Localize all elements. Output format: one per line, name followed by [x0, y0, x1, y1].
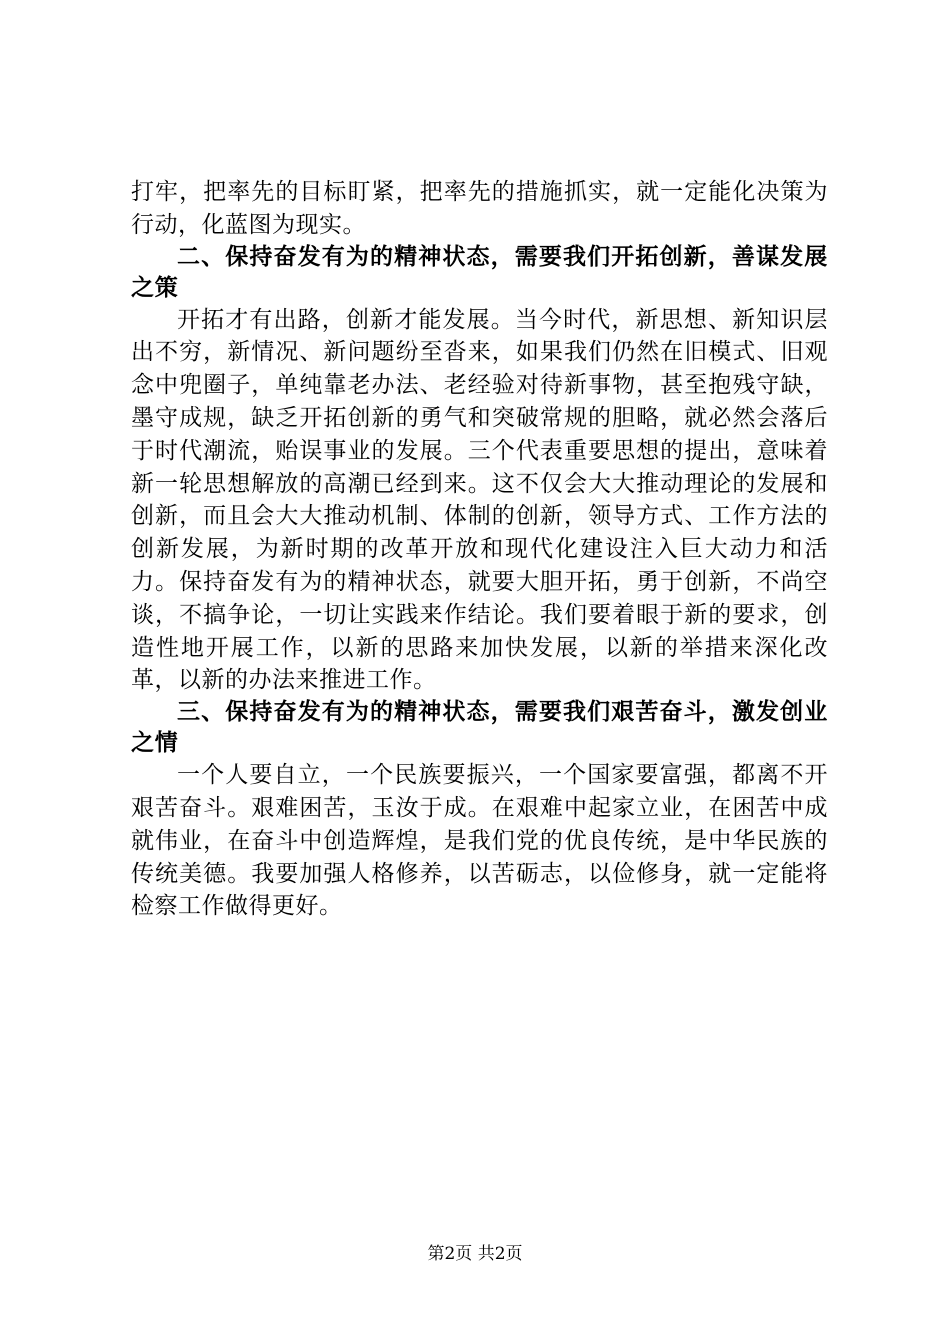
section-heading-3: 三、保持奋发有为的精神状态，需要我们艰苦奋斗，激发创业之情: [131, 699, 828, 757]
section-heading-2: 二、保持奋发有为的精神状态，需要我们开拓创新，善谋发展之策: [131, 243, 828, 301]
paragraph-continuation: 打牢，把率先的目标盯紧，把率先的措施抓实，就一定能化决策为行动，化蓝图为现实。: [131, 179, 828, 238]
document-body: [131, 176, 828, 923]
paragraph-section-2: 开拓才有出路，创新才能发展。当今时代，新思想、新知识层出不穷，新情况、新问题纷至沓来，如果我们仍然在旧模式、旧观念中兜圈子，单纯靠老办法、老经验对待新事物，甚至抱残守缺，墨守成规，缺乏开拓创新的勇气和突破常规的胆略，就必然会落后于时代潮流，贻误事业的发展。三个代表重要思想的提出，意味着新一轮思想解放的高潮已经到来。这不仅会大大推动理论的发展和创新，而且会大大推动机制、体制的创新，领导方式、工作方法的创新发展，为新时期的改革开放和现代化建设注入巨大动力和活力。保持奋发有为的精神状态，就要大胆开拓，勇于创新，不尚空谈，不搞争论，一切让实践来作结论。我们要着眼于新的要求，创造性地开展工作，以新的思路来加快发展，以新的举措来深化改革，以新的办法来推进工作。: [131, 306, 828, 694]
page-footer: 第2页 共2页: [427, 1244, 523, 1264]
paragraph-section-3: 一个人要自立，一个民族要振兴，一个国家要富强，都离不开艰苦奋斗。艰难困苦，玉汝于成。在艰难中起家立业，在困苦中成就伟业，在奋斗中创造辉煌，是我们党的优良传统，是中华民族的传统美德。我要加强人格修养，以苦砺志，以俭修身，就一定能将检察工作做得更好。: [131, 762, 828, 920]
